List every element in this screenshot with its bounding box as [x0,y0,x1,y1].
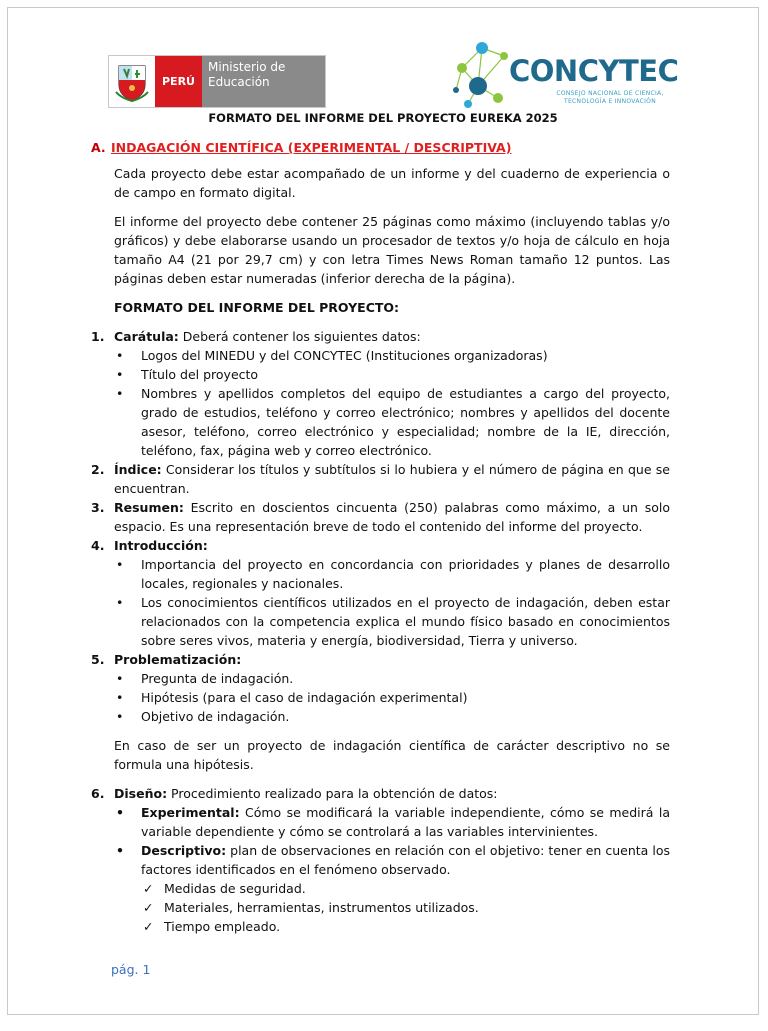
bullet-text: Los conocimientos científicos utilizados en el proyecto de indagación, deben estar relacionados con la competencia explica el mundo físico basado en conocimientos sobre seres vivos, materia y energía, biodiversidad, Tierra y universo. [141,595,670,648]
bullet-item [94,707,670,726]
bullet-text: Hipótesis (para el caso de indagación experimental) [141,690,468,705]
bullet-icon: • [116,671,124,686]
section-a-heading [91,138,670,157]
paragraph: Cada proyecto debe estar acompañado de un informe y del cuaderno de experiencia o de campo en formato digital. [114,166,670,200]
bullet-icon: • [116,843,124,858]
checkmark-icon: ✓ [143,881,154,896]
bullet-item [94,593,670,650]
bullet-title: Descriptivo: [141,843,227,858]
list-item-diseno [91,784,670,803]
item-title: Problematización: [114,652,242,667]
format-heading: FORMATO DEL INFORME DEL PROYECTO: [114,300,400,315]
bullet-icon: • [116,595,124,610]
bullet-item [94,669,670,688]
check-text: Materiales, herramientas, instrumentos utilizados. [164,900,479,915]
item-number: 2. [91,462,105,477]
bullet-icon: • [116,386,124,401]
item-title: Índice: [114,462,162,477]
bullet-icon: • [116,367,124,382]
minedu-logo [108,55,326,108]
bullet-text: Pregunta de indagación. [141,671,294,686]
item-text: Deberá contener los siguientes datos: [178,329,421,344]
check-item [94,879,670,898]
list-item-introduccion [91,536,670,555]
item-number: 4. [91,538,105,553]
concytec-logo [448,38,679,110]
checkmark-icon: ✓ [143,900,154,915]
bullet-icon: • [116,690,124,705]
item-text: Procedimiento realizado para la obtención de datos: [167,786,498,801]
list-item-resumen [91,498,670,536]
document-title: FORMATO DEL INFORME DEL PROYECTO EUREKA 2025 [208,111,558,125]
bullet-icon: • [116,805,124,820]
concytec-network-icon [448,38,518,110]
bullet-item [94,688,670,707]
bullet-text: Título del proyecto [141,367,259,382]
bullet-text: plan de observaciones en relación con el objetivo: tener en cuenta los factores identificados en el fenómeno observado. [141,843,670,877]
section-a-title: INDAGACIÓN CIENTÍFICA (EXPERIMENTAL / DESCRIPTIVA) [111,140,512,155]
bullet-item [94,803,670,841]
bullet-text: Objetivo de indagación. [141,709,290,724]
check-text: Medidas de seguridad. [164,881,306,896]
page-number: pág. 1 [111,962,151,977]
paragraph: El informe del proyecto debe contener 25 páginas como máximo (incluyendo tablas y/o gráficos) y debe elaborarse usando un procesador de textos y/o hoja de cálculo en hoja tamaño A4 (21 por 29,7 cm) y con letra Times News Roman tamaño 12 puntos. Las páginas deben estar numeradas (inferior derecha de la página). [114,214,670,286]
item-text: Considerar los títulos y subtítulos si lo hubiera y el número de página en que se encuentran. [114,462,670,496]
bullet-title: Experimental: [141,805,240,820]
peru-shield-icon [109,56,155,107]
item-number: 3. [91,500,105,515]
concytec-subtitle: CONSEJO NACIONAL DE CIENCIA, TECNOLOGÍA E INNOVACIÓN [556,90,664,105]
check-item [94,917,670,936]
bullet-icon: • [116,348,124,363]
check-item [94,898,670,917]
bullet-text: Logos del MINEDU y del CONCYTEC (Instituciones organizadoras) [141,348,548,363]
bullet-text: Cómo se modificará la variable independiente, cómo se medirá la variable dependiente y cómo se controlará a las variables intervinientes. [141,805,670,839]
list-item-problematizacion [91,650,670,669]
item-text: Escrito en doscientos cincuenta (250) palabras como máximo, a un solo espacio. Es una representación breve de todo el contenido del informe del proyecto. [114,500,670,534]
bullet-text: Nombres y apellidos completos del equipo de estudiantes a cargo del proyecto, grado de estudios, teléfono y correo electrónico; nombres y apellidos del docente asesor, teléfono, correo electrónico y especialidad; nombre de la IE, dirección, teléfono, fax, página web y correo electrónico. [141,386,670,458]
peru-label: PERÚ [155,56,202,107]
list-item-indice [91,460,670,498]
section-a-label: A. [91,140,106,155]
bullet-text: Importancia del proyecto en concordancia con prioridades y planes de desarrollo locales, regionales y nacionales. [141,557,670,591]
document-page [7,7,759,1015]
item-title: Diseño: [114,786,168,801]
check-text: Tiempo empleado. [164,919,281,934]
item-title: Introducción: [114,538,208,553]
document-body [91,138,670,936]
item-title: Resumen: [114,500,184,515]
bullet-item [94,346,670,365]
item-number: 1. [91,329,105,344]
item-number: 6. [91,786,105,801]
ministry-label: Ministerio de Educación [202,56,325,107]
bullet-icon: • [116,709,124,724]
bullet-item [94,841,670,879]
bullet-item [94,384,670,460]
checkmark-icon: ✓ [143,919,154,934]
paragraph-note: En caso de ser un proyecto de indagación científica de carácter descriptivo no se formula una hipótesis. [114,738,670,772]
bullet-item [94,365,670,384]
concytec-name: CONCYTEC [509,54,679,88]
list-item-caratula [91,327,670,346]
bullet-item [94,555,670,593]
bullet-icon: • [116,557,124,572]
item-number: 5. [91,652,105,667]
item-title: Carátula: [114,329,179,344]
